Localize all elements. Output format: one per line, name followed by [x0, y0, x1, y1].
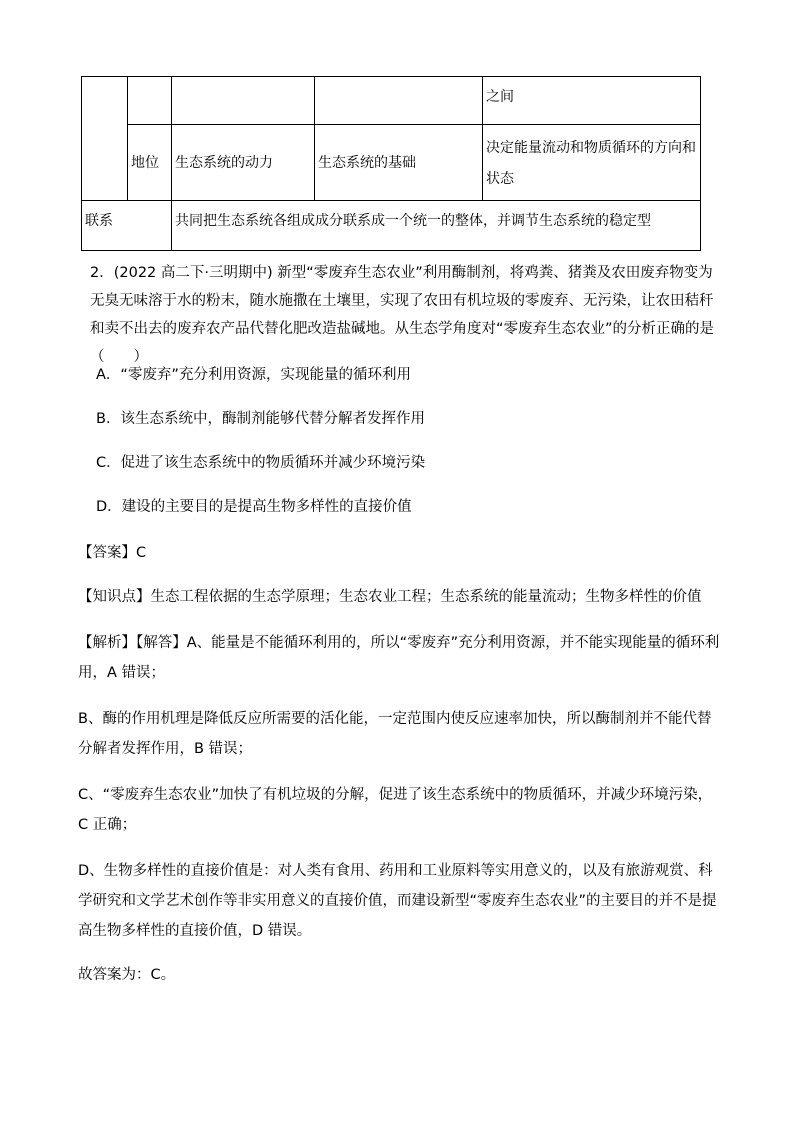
- table-cell-blank: [128, 77, 172, 125]
- table-cell: 共同把生态系统各组成成分联系成一个统一的整体，并调节生态系统的稳定型: [172, 201, 701, 251]
- table-cell-blank: [82, 77, 128, 201]
- table-cell: 生态系统的基础: [315, 125, 483, 201]
- table-cell-blank: [172, 77, 315, 125]
- table-row: [82, 125, 701, 201]
- option-b: B．该生态系统中，酶制剂能够代替分解者发挥作用: [96, 411, 425, 427]
- row-label-status: 地位: [128, 125, 172, 201]
- analysis-d: D、生物多样性的直接价值是：对人类有食用、药用和工业原料等实用意义的，以及有旅游观赏、科学研究和文学艺术创作等非实用意义的直接价值，而建设新型“零废弃生态农业”的主要目的并不是提高生物多样性的直接价值，D 错误。: [78, 863, 717, 939]
- ecosystem-components-table: [81, 76, 701, 251]
- table-cell: 之间: [483, 77, 701, 125]
- option-a: A．“零废弃”充分利用资源，实现能量的循环利用: [96, 367, 411, 383]
- table-cell: 决定能量流动和物质循环的方向和状态: [483, 125, 701, 201]
- table-cell-blank: [315, 77, 483, 125]
- analysis-c: C、“零废弃生态农业”加快了有机垃圾的分解，促进了该生态系统中的物质循环，并减少环境污染，C 正确；: [78, 787, 713, 833]
- question-stem: 2．(2022 高二下·三明期中) 新型“零废弃生态农业”利用酶制剂，将鸡粪、猪粪及农田废弃物变为无臭无味溶于水的粉末，随水施撒在土壤里，实现了农田有机垃圾的零废弃、无污染，让农田秸秆和卖不出去的废弃农产品代替化肥改造盐碱地。从生态学角度对“零废弃生态农业”的分析正确的是（ ）: [90, 265, 715, 365]
- row-label-relation: 联系: [82, 201, 172, 251]
- answer: 【答案】C: [78, 545, 147, 561]
- knowledge-points: 【知识点】生态工程依据的生态学原理；生态农业工程；生态系统的能量流动；生物多样性的价值: [78, 589, 702, 605]
- option-c: C．促进了该生态系统中的物质循环并减少环境污染: [96, 455, 426, 471]
- table-row: [82, 77, 701, 125]
- final-answer: 故答案为：C。: [78, 967, 176, 983]
- option-d: D．建设的主要目的是提高生物多样性的直接价值: [96, 499, 412, 515]
- analysis-a: 【解析】【解答】A、能量是不能循环利用的，所以“零废弃”充分利用资源，并不能实现能量的循环利用，A 错误；: [78, 635, 720, 681]
- table-cell: 生态系统的动力: [172, 125, 315, 201]
- table-row: [82, 201, 701, 251]
- analysis-b: B、酶的作用机理是降低反应所需要的活化能，一定范围内使反应速率加快，所以酶制剂并不能代替分解者发挥作用，B 错误；: [78, 711, 712, 757]
